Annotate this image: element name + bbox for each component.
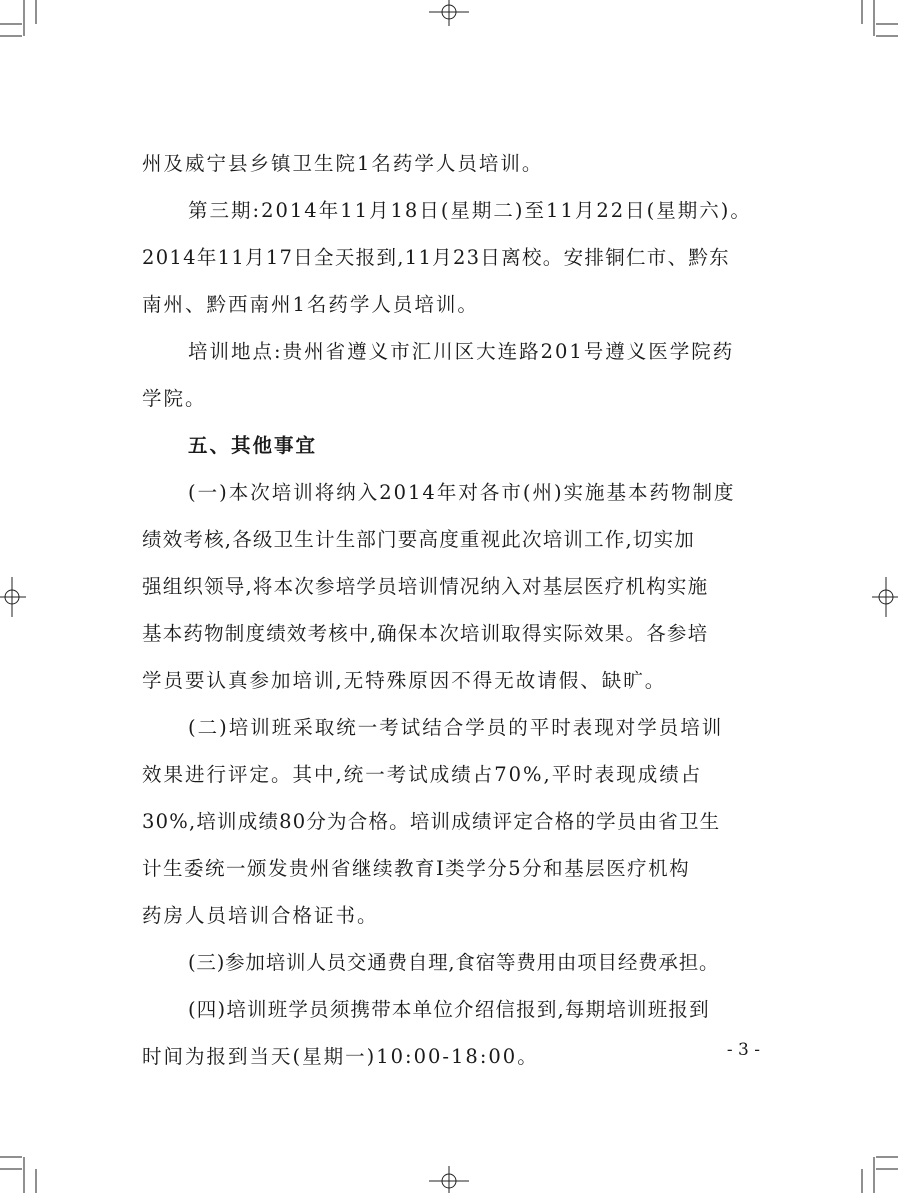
text-line: 强组织领导,将本次参培学员培训情况纳入对基层医疗机构实施 [142,575,709,598]
registration-mark-bottom [429,1166,469,1193]
page-number: - 3 - [726,1040,760,1060]
text-line: 基本药物制度绩效考核中,确保本次培训取得实际效果。各参培 [142,622,709,645]
text-line: 计生委统一颁发贵州省继续教育Ⅰ类学分5分和基层医疗机构 [142,857,691,880]
text-line: (二)培训班采取统一考试结合学员的平时表现对学员培训 [188,716,724,739]
text-line: 学员要认真参加培训,无特殊原因不得无故请假、缺旷。 [142,669,667,692]
text-line: 绩效考核,各级卫生计生部门要高度重视此次培训工作,切实加 [142,528,695,551]
text-line: 时间为报到当天(星期一)10:00-18:00。 [142,1045,539,1068]
registration-mark-top [429,0,469,26]
text-line: 2014年11月17日全天报到,11月23日离校。安排铜仁市、黔东 [142,246,730,269]
text-line: 州及威宁县乡镇卫生院1名药学人员培训。 [142,152,544,175]
text-line: 南州、黔西南州1名药学人员培训。 [142,293,479,316]
text-line: 第三期:2014年11月18日(星期二)至11月22日(星期六)。 [188,199,752,222]
text-line: (四)培训班学员须携带本单位介绍信报到,每期培训班报到 [188,998,710,1021]
text-line: 30%,培训成绩80分为合格。培训成绩评定合格的学员由省卫生 [142,810,721,833]
text-line: 效果进行评定。其中,统一考试成绩占70%,平时表现成绩占 [142,763,703,786]
text-line: 培训地点:贵州省遵义市汇川区大连路201号遵义医学院药 [188,340,735,363]
section-heading: 五、其他事宜 [188,434,318,457]
text-line: (三)参加培训人员交通费自理,食宿等费用由项目经费承担。 [188,951,720,974]
text-line: (一)本次培训将纳入2014年对各市(州)实施基本药物制度 [188,481,736,504]
registration-mark-left [0,577,26,617]
text-line: 药房人员培训合格证书。 [142,904,379,927]
registration-mark-right [872,577,898,617]
text-line: 学院。 [142,387,207,410]
